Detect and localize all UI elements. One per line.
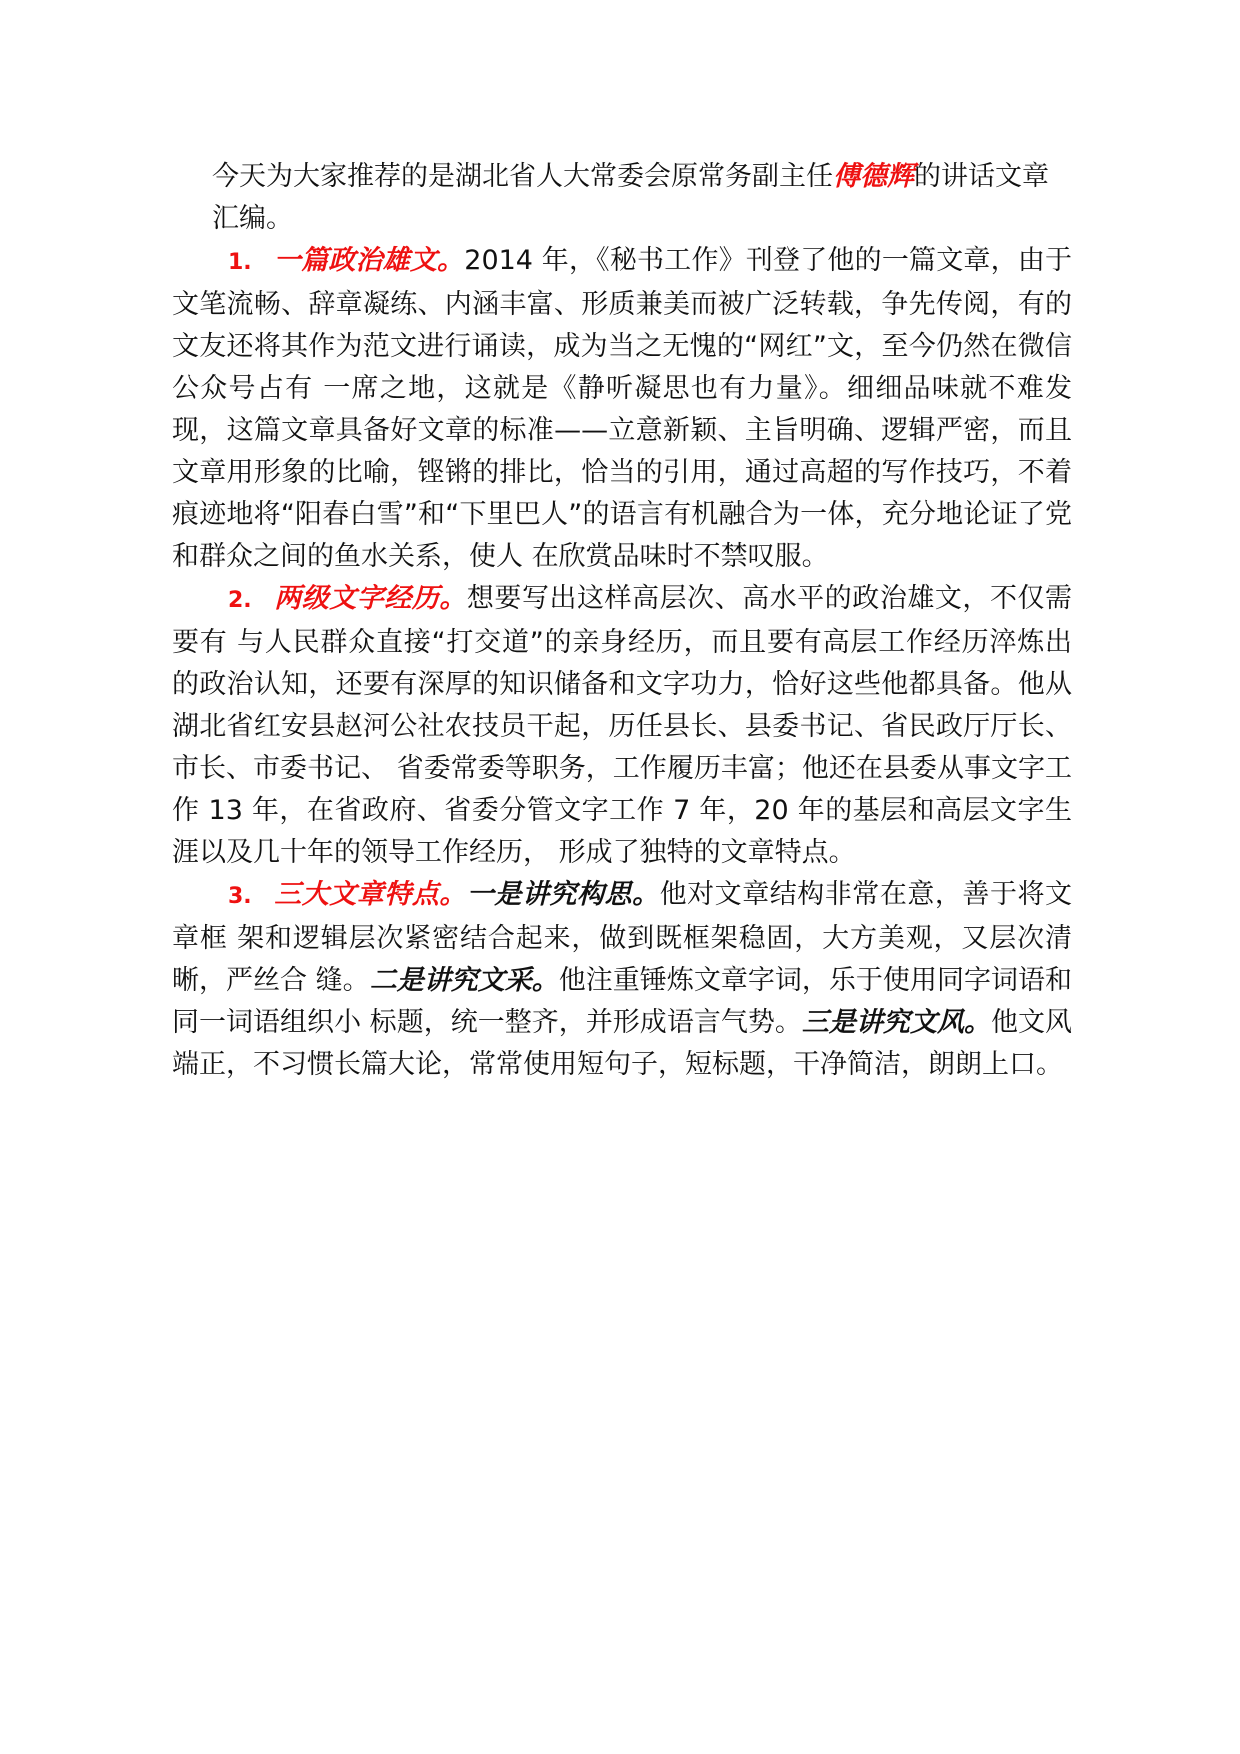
- point-2-title: 二是讲究文采。: [369, 965, 559, 996]
- intro-paragraph: [212, 156, 1070, 240]
- document-body: [172, 156, 1072, 1086]
- section-1-body: 2014 年，《秘书工作》刊登了他的一篇文章，由于文笔流畅、辞章凝练、内涵丰富、形质兼美而被广泛转载，争先传阅，有的文友还将其作为范文进行诵读，成为当之无愧的“网红”文，至今仍然在微信公众号占有 一席之地，这就是《静听凝思也有力量》。细细品味就不难发现，这篇文章具备好文章的标准——立意新颖、主旨明确、逻辑严密，而且文章用形象的比喻，铿锵的排比，恰当的引用，通过高超的写作技巧，不着痕迹地将“阳春白雪”和“下里巴人”的语言有机融合为一体，充分地论证了党和群众之间的鱼水关系，使人 在欣赏品味时不禁叹服。: [172, 245, 1073, 572]
- section-2-title: 两级文字经历。: [273, 583, 467, 614]
- intro-text-before: 今天为大家推荐的是湖北省人大常委会原常务副主任: [212, 161, 833, 192]
- section-2-number: 2.: [228, 588, 252, 613]
- section-3-title: 三大文章特点。: [273, 879, 467, 910]
- section-3-number: 3.: [228, 884, 252, 909]
- point-1-title: 一是讲究构思。: [466, 879, 660, 910]
- section-1-paragraph: [172, 240, 1072, 578]
- point-1-body: 他对文章结构非常在意，善于将文章框 架和逻辑层次紧密结合起来，做到既框架稳固，大方美观，又层次清晰，严丝合 缝。: [172, 879, 1073, 996]
- section-1-title: 一篇政治雄文。: [273, 245, 465, 276]
- section-1-number: 1.: [228, 250, 252, 275]
- intro-text-after: 的讲话文章汇编。: [212, 161, 1049, 234]
- person-name: 傅德辉: [833, 161, 914, 192]
- point-2-body: 他注重锤炼文章字词，乐于使用同字词语和同一词语组织小 标题，统一整齐，并形成语言气势。: [172, 965, 1073, 1038]
- section-2-paragraph: [172, 578, 1072, 874]
- section-2-body: 想要写出这样高层次、高水平的政治雄文，不仅需要有 与人民群众直接“打交道”的亲身经历，而且要有高层工作经历淬炼出的政治认知，还要有深厚的知识储备和文字功力，恰好这些他都具备。他从湖北省红安县赵河公社农技员干起，历任县长、县委书记、省民政厅厅长、市长、市委书记、 省委常委等职务，工作履历丰富；他还在县委从事文字工作 13 年，在省政府、省委分管文字工作 7 年，20 年的基层和高层文字生涯以及几十年的领导工作经历， 形成了独特的文章特点。: [172, 583, 1073, 868]
- point-3-body: 他文风端正，不习惯长篇大论，常常使用短句子，短标题，干净简洁，朗朗上口。: [172, 1007, 1073, 1080]
- section-3-paragraph: [172, 874, 1072, 1086]
- point-3-title: 三是讲究文风。: [801, 1007, 991, 1038]
